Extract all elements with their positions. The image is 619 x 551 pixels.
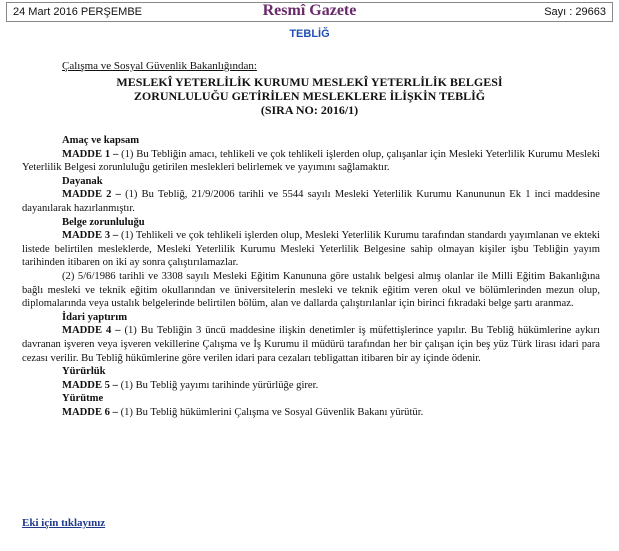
- article-text: (1) Bu Tebliğ yayımı tarihinde yürürlüğe girer.: [120, 379, 319, 391]
- section-heading: İdari yaptırım: [62, 311, 128, 323]
- gazette-header: [6, 2, 613, 22]
- publication-date: 24 Mart 2016 PERŞEMBE: [13, 6, 143, 18]
- issue-number: Sayı : 29663: [544, 6, 606, 18]
- section-heading: Yürürlük: [62, 366, 106, 378]
- article-paragraph: [22, 148, 600, 175]
- article-label: MADDE 3 –: [62, 230, 119, 242]
- article-text: (1) Bu Tebliğin amacı, tehlikeli ve çok tehlikeli işlerden olup, çalışanlar için Mesleki Yeterlilik Kurumu Mesleki Yeterlilik Belgesi zorunluluğu getirilen meslekleri belirlemek ve yayımını sağlamaktır.: [22, 148, 600, 174]
- document-title: [0, 75, 619, 117]
- article-label: MADDE 6 –: [62, 406, 118, 418]
- issuing-ministry: Çalışma ve Sosyal Güvenlik Bakanlığından:: [62, 60, 257, 72]
- article-label: MADDE 2 –: [62, 189, 121, 201]
- article-paragraph: [22, 406, 600, 420]
- title-line: ZORUNLULUĞU GETİRİLEN MESLEKLERE İLİŞKİN TEBLİĞ: [133, 89, 486, 103]
- document-body: [22, 134, 600, 419]
- title-line: MESLEKÎ YETERLİLİK KURUMU MESLEKÎ YETERLİLİK BELGESİ: [116, 75, 503, 89]
- document-kind: TEBLİĞ: [289, 28, 330, 40]
- section-heading: Dayanak: [62, 175, 103, 187]
- article-text: (1) Bu Tebliğ hükümlerini Çalışma ve Sosyal Güvenlik Bakanı yürütür.: [120, 406, 424, 418]
- article-subparagraph: (2) 5/6/1986 tarihli ve 3308 sayılı Mesleki Eğitim Kanununa göre ustalık belgesi almış olanlar ile Milli Eğitim Bakanlığına bağlı mesleki ve teknik eğitim okullarından ve üniversitelerin mesleki ve teknik eğitim veren okul ve bölümlerinden mezun olup, diplomalarında veya ustalık belgelerinde belirtilen bölüm, alan ve dallarda çalıştırılanlar için birinci fıkradaki belge şartı aranmaz.: [22, 270, 600, 310]
- section-heading: Amaç ve kapsam: [62, 135, 140, 146]
- article-paragraph: [22, 324, 600, 365]
- article-text: (1) Bu Tebliğ, 21/9/2006 tarihli ve 5544 sayılı Mesleki Yeterlilik Kurumu Kanununun Ek 1 inci maddesine dayanılarak hazırlanmıştır.: [22, 189, 600, 214]
- section-heading: Belge zorunluluğu: [62, 216, 145, 228]
- article-label: MADDE 4 –: [62, 325, 121, 337]
- gazette-title: Resmî Gazete: [262, 2, 357, 19]
- article-label: MADDE 5 –: [62, 379, 118, 391]
- article-paragraph: [22, 229, 600, 270]
- article-paragraph: [22, 379, 600, 393]
- article-label: MADDE 1 –: [62, 148, 119, 160]
- attachment-link[interactable]: Eki için tıklayınız: [22, 517, 106, 529]
- article-paragraph: [22, 188, 600, 215]
- title-line: (SIRA NO: 2016/1): [260, 103, 359, 117]
- article-text: (1) Tehlikeli ve çok tehlikeli işlerden olup, Mesleki Yeterlilik Kurumu tarafından standardı yayımlanan ve ekteki listede belirtilen mesleklerde, Mesleki Yeterlilik Kurumu Mesleki Yeterlilik Belgesine sahip olmayan kişiler işbu Tebliğin yayım tarihinden itibaren on iki ay sonra çalıştırılamazlar.: [22, 230, 601, 269]
- section-heading: Yürütme: [62, 393, 104, 405]
- article-text: (1) Bu Tebliğin 3 üncü maddesine ilişkin denetimler iş müfettişlerince yapılır. Bu Tebliğ hükümlerine aykırı davranan işveren veya işveren vekillerine Çalışma ve İş Kurumu il müdürü tarafından her bir çalışan için beş yüz Türk lirası idari para cezası verilir. Bu Tebliğ hükümlerine göre verilen idari para cezaları tebligattan itibaren bir ay içinde ödenir.: [22, 325, 600, 364]
